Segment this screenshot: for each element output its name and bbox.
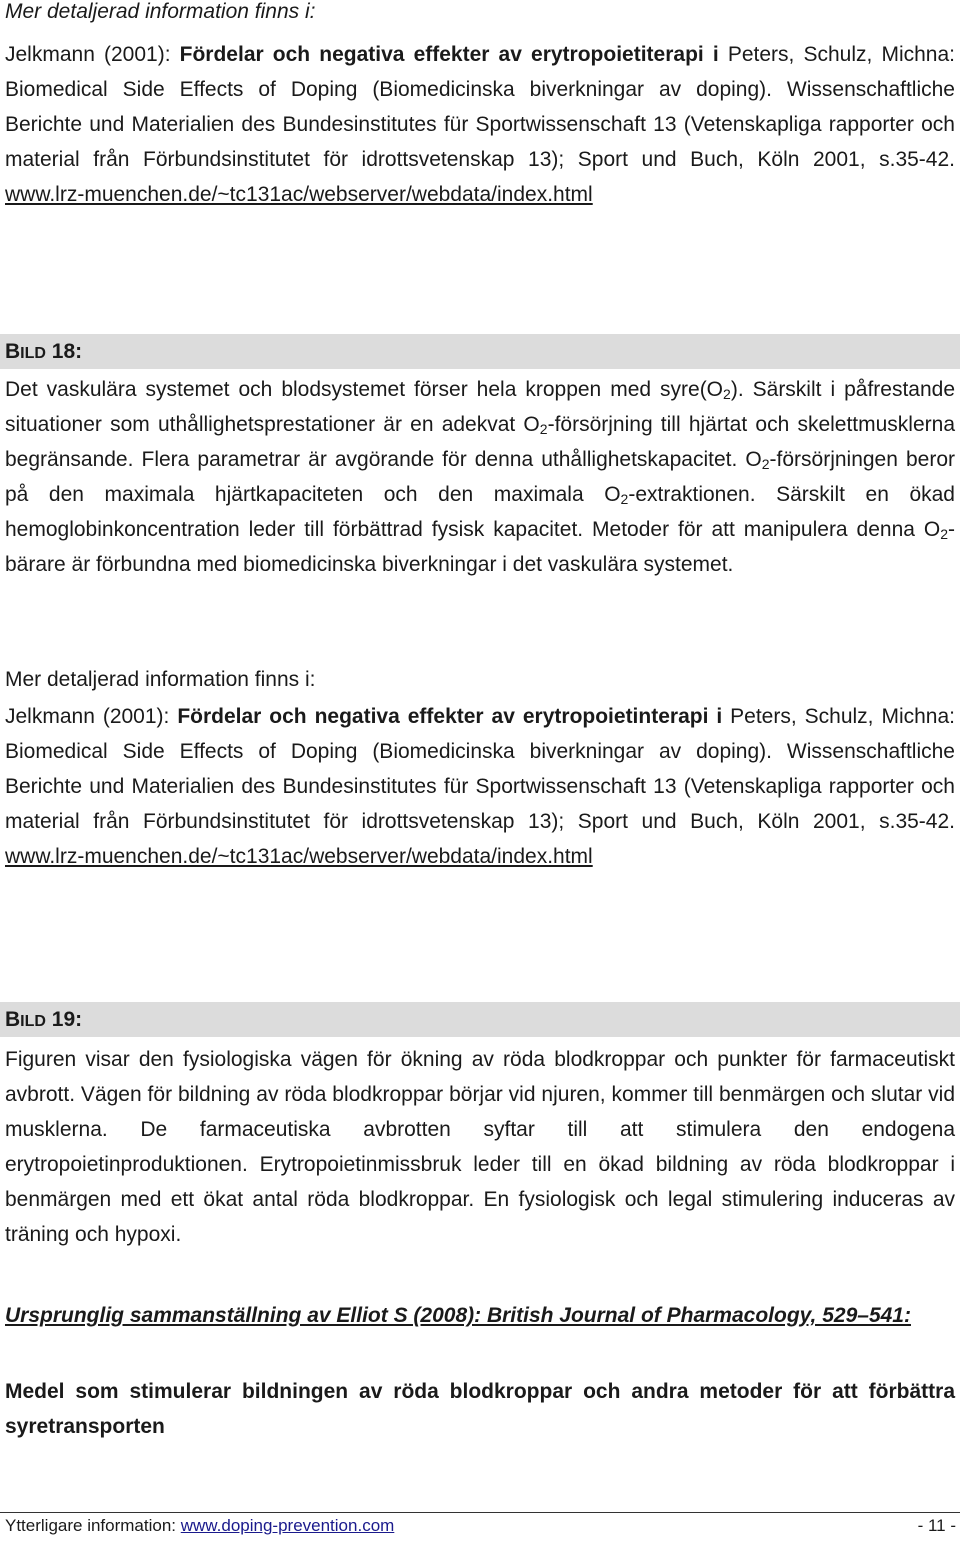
- reference-link-2[interactable]: www.lrz-muenchen.de/~tc131ac/webserver/webdata/index.html: [5, 845, 593, 868]
- reference-link[interactable]: www.lrz-muenchen.de/~tc131ac/webserver/webdata/index.html: [5, 183, 593, 206]
- page-number: - 11 -: [917, 1516, 956, 1535]
- reference-title-2: Fördelar och negativa effekter av erytropoietinterapi i: [177, 705, 723, 728]
- more-info-heading-2: Mer detaljerad information finns i:: [5, 668, 316, 691]
- reference-author-2: Jelkmann (2001):: [5, 705, 178, 728]
- source-citation: Ursprunglig sammanställning av Elliot S (2008): British Journal of Pharmacology, 529–541:: [5, 1304, 911, 1327]
- reference-details: Peters, Schulz, Michna: Biomedical Side Effects of Doping (Biomedicinska biverkningar av doping). Wissenschaftliche Berichte und Materialien des Bundesinstitutes für Sportwissenschaft 13 (Vetenskapliga rapporter och material från Förbundsinstitutet för idrottsvetenskap 13); Sport und Buch, Köln 2001, s.35-42.: [5, 43, 955, 171]
- reference-block-1: [5, 0, 955, 212]
- more-info-heading: Mer detaljerad information finns i:: [5, 0, 316, 23]
- footer-link[interactable]: www.doping-prevention.com: [180, 1516, 395, 1535]
- bild-18-text: Det vaskulära systemet och blodsystemet förser hela kroppen med $syre(O_2)$. Särskilt i påfrestande situationer som uthållighetsprestationer är en adekvat $O_2$-försörjning till hjärtat och skelettmusklerna begränsande. Flera parametrar är avgörande för denna uthållighetskapacitet. $O_2$-försörjningen beror på den maximala hjärtkapaciteten och den maximala $O_2$-extraktionen. Särskilt en ökad hemoglobinkoncentration leder till förbättrad fysisk kapacitet. Metoder för att manipulera denna $O_2$-bärare är förbundna med biomedicinska biverkningar i det vaskulära systemet.: [5, 378, 956, 576]
- footer-info: Ytterligare information: www.doping-prevention.com: [5, 1516, 395, 1535]
- reference-title: Fördelar och negativa effekter av erytropoietiterapi i: [179, 43, 719, 66]
- reference-block-2: [5, 662, 955, 874]
- bild-18-header: BILD 18:: [0, 334, 960, 369]
- section-heading: Medel som stimulerar bildningen av röda blodkroppar och andra metoder för att förbättra syretransporten: [5, 1380, 955, 1438]
- bild-19-header: BILD 19:: [0, 1002, 960, 1037]
- reference-author: Jelkmann (2001):: [5, 43, 180, 66]
- page-footer: [0, 1512, 960, 1542]
- reference-details-2: Peters, Schulz, Michna: Biomedical Side Effects of Doping (Biomedicinska biverkningar av doping). Wissenschaftliche Berichte und Materialien des Bundesinstitutes für Sportwissenschaft 13 (Vetenskapliga rapporter och material från Förbundsinstitutet för idrottsvetenskap 13); Sport und Buch, Köln 2001, s.35-42.: [5, 705, 955, 833]
- reference-paragraph-2: [5, 699, 955, 874]
- reference-paragraph: [5, 37, 955, 212]
- bild-19-text: Figuren visar den fysiologiska vägen för ökning av röda blodkroppar och punkter för farmaceutiskt avbrott. Vägen för bildning av röda blodkroppar börjar vid njuren, kommer till benmärgen och slutar vid musklerna. De farmaceutiska avbrotten syftar till att stimulera den endogena erytropoietinproduktionen. Erytropoietinmissbruk leder till en ökad bildning av röda blodkroppar i benmärgen med ett ökat antal röda blodkroppar. En fysiologisk och legal stimulering induceras av träning och hypoxi.: [5, 1048, 955, 1246]
